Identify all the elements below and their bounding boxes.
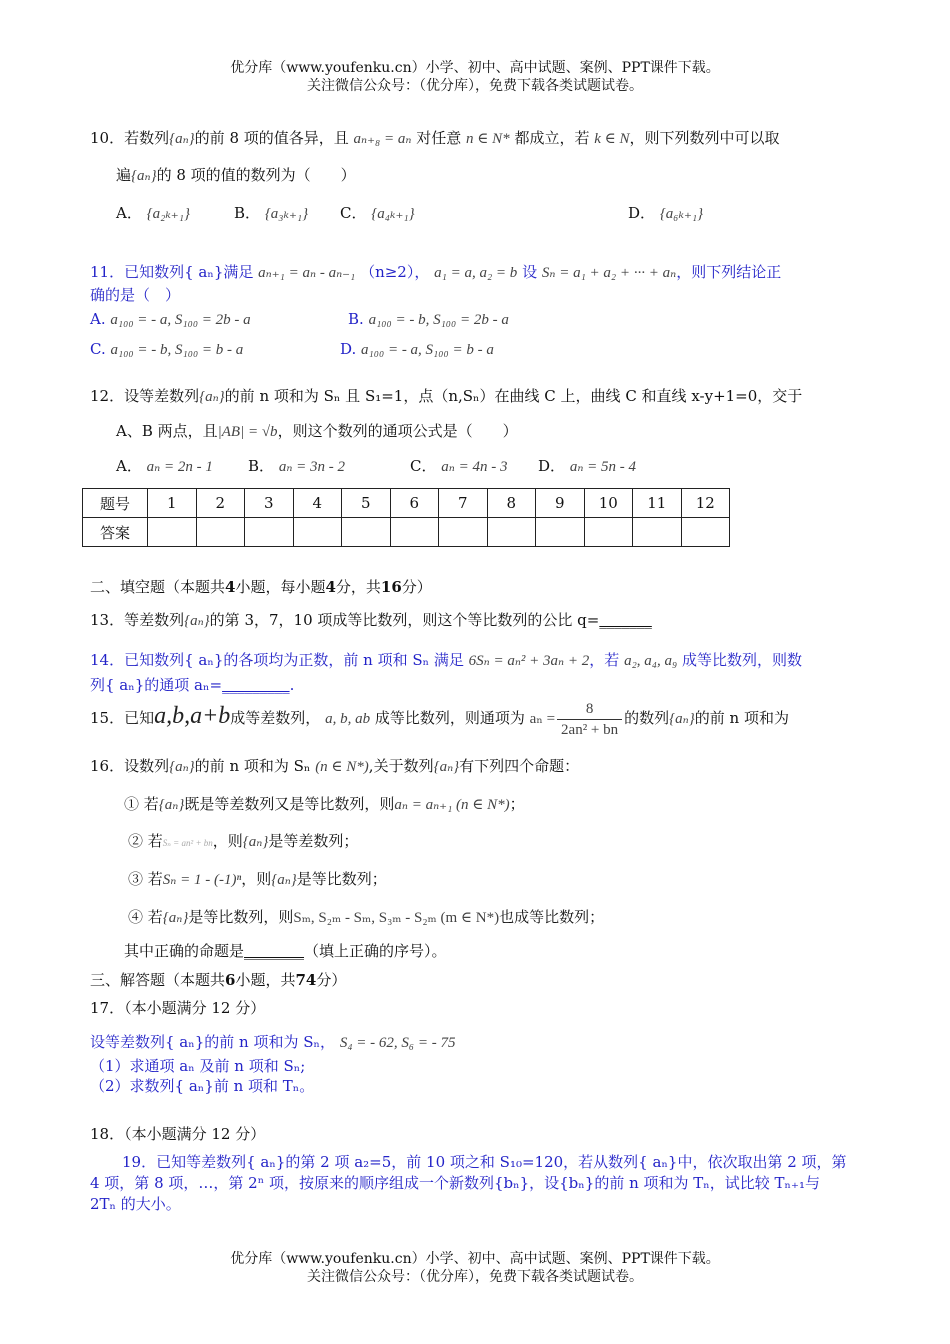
question-10-option-c: C． {a₄ₖ₊₁}	[340, 204, 415, 222]
question-14-line-1: 14．已知数列{ aₙ}的各项均为正数，前 n 项和 Sₙ 满足 6Sₙ = aₙ² + 3aₙ + 2，若 a₂, a₄, a₉ 成等比数列，则数	[90, 651, 803, 669]
question-14-line-2: 列{ aₙ}的通项 aₙ=_________.	[90, 676, 295, 694]
general-term-fraction: $\frac{8}{\text{2an² + bn}}$	[557, 699, 622, 740]
question-10-line-1: 10．若数列{aₙ}的前 8 项的值各异，且 aₙ₊₈ = aₙ 对任意 n ∈ N* 都成立，若 k ∈ N，则下列数列中可以取	[90, 129, 780, 147]
question-11-line-1: 11．已知数列{ aₙ}满足 aₙ₊₁ = aₙ - aₙ₋₁ （n≥2）， a₁ = a, a₂ = b 设 Sₙ = a₁ + a₂ + ··· + aₙ，则下列结论正	[90, 263, 782, 281]
question-11-option-b: B. a₁₀₀ = - b, S₁₀₀ = 2b - a	[348, 310, 509, 328]
answer-cell[interactable]	[439, 518, 488, 547]
question-19-line-2: 4 项，第 8 项，…，第 2ⁿ 项，按原来的顺序组成一个新数列{bₙ}，设{bₙ}的前 n 项和为 Tₙ，试比较 Tₙ₊₁与	[90, 1174, 820, 1192]
question-11-option-c: C. a₁₀₀ = - b, S₁₀₀ = b - a	[90, 340, 244, 358]
question-11-line-2: 确的是（ ）	[90, 286, 181, 304]
answer-blank[interactable]: _________	[222, 676, 290, 694]
answer-blank[interactable]: _______	[599, 611, 652, 629]
question-19-line-1: 19．已知等差数列{ aₙ}的第 2 项 a₂=5，前 10 项之和 S₁₀=120，若从数列{ aₙ}中，依次取出第 2 项，第	[122, 1153, 847, 1171]
answer-table-answer-row	[83, 518, 730, 547]
table-cell-number: 6	[390, 489, 439, 518]
question-17-stem: 设等差数列{ aₙ}的前 n 项和为 Sₙ， S₄ = - 62, S₆ = - 75	[90, 1033, 456, 1051]
question-11-option-a: A. a₁₀₀ = - a, S₁₀₀ = 2b - a	[90, 310, 251, 328]
answer-cell[interactable]	[536, 518, 585, 547]
section-2-heading: 二、填空题（本题共4小题，每小题4分，共16分）	[90, 578, 432, 596]
answer-cell[interactable]	[487, 518, 536, 547]
question-16-statement-3: ③ 若Sₙ = 1 - (-1)ⁿ，则{aₙ}是等比数列；	[128, 870, 387, 888]
answer-cell[interactable]	[584, 518, 633, 547]
answer-cell[interactable]	[293, 518, 342, 547]
table-label-answer: 答案	[83, 518, 148, 547]
question-17-part-2: （2）求数列{ aₙ}前 n 项和 Tₙ。	[90, 1077, 315, 1095]
table-label-question-number: 题号	[83, 489, 148, 518]
table-cell-number: 2	[196, 489, 245, 518]
table-cell-number: 9	[536, 489, 585, 518]
answer-cell[interactable]	[342, 518, 391, 547]
table-cell-number: 10	[584, 489, 633, 518]
question-19-line-3: 2Tₙ 的大小。	[90, 1195, 181, 1213]
answer-cell[interactable]	[245, 518, 294, 547]
question-10-option-b: B． {a₃ₖ₊₁}	[234, 204, 309, 222]
header-line-1: 优分库（www.youfenku.cn）小学、初中、高中试题、案例、PPT课件下载。	[230, 60, 720, 76]
question-12-line-1: 12．设等差数列{aₙ}的前 n 项和为 Sₙ 且 S₁=1，点（n,Sₙ）在曲线 C 上，曲线 C 和直线 x-y+1=0，交于	[90, 387, 803, 405]
table-cell-number: 3	[245, 489, 294, 518]
answer-cell[interactable]	[148, 518, 197, 547]
answer-table-header-row	[83, 489, 730, 518]
table-cell-number: 1	[148, 489, 197, 518]
question-12-option-b: B． aₙ = 3n - 2	[248, 457, 346, 475]
question-12-option-a: A． aₙ = 2n - 1	[116, 457, 213, 475]
table-cell-number: 8	[487, 489, 536, 518]
question-10-option-a: A． {a₂ₖ₊₁}	[116, 204, 190, 222]
table-cell-number: 12	[681, 489, 730, 518]
question-16-statement-1: ① 若{aₙ}既是等差数列又是等比数列，则aₙ = aₙ₊₁ (n ∈ N*)；	[124, 795, 525, 813]
footer-line-2: 关注微信公众号：（优分库），免费下载各类试题试卷。	[307, 1269, 643, 1285]
question-18-title: 18．（本小题满分 12 分）	[90, 1125, 266, 1143]
table-cell-number: 7	[439, 489, 488, 518]
question-11-option-d: D. a₁₀₀ = - a, S₁₀₀ = b - a	[340, 340, 494, 358]
question-17-part-1: （1）求通项 aₙ 及前 n 项和 Sₙ;	[90, 1057, 306, 1075]
table-cell-number: 11	[633, 489, 682, 518]
question-10-option-d: D． {a₆ₖ₊₁}	[628, 204, 704, 222]
question-12-option-d: D． aₙ = 5n - 4	[538, 457, 637, 475]
answer-table	[82, 488, 730, 547]
question-10-line-2: 遍{aₙ}的 8 项的值的数列为（ ）	[116, 166, 356, 184]
section-3-heading: 三、解答题（本题共6小题，共74分）	[90, 971, 347, 989]
answer-cell[interactable]	[196, 518, 245, 547]
question-13: 13．等差数列{aₙ}的第 3，7，10 项成等比数列，则这个等比数列的公比 q=_______	[90, 611, 652, 629]
question-16-stem: 16．设数列{aₙ}的前 n 项和为 Sₙ (n ∈ N*),关于数列{aₙ}有下列四个命题：	[90, 757, 580, 775]
answer-cell[interactable]	[633, 518, 682, 547]
table-cell-number: 4	[293, 489, 342, 518]
footer-line-1: 优分库（www.youfenku.cn）小学、初中、高中试题、案例、PPT课件下载。	[230, 1251, 720, 1267]
header-line-2: 关注微信公众号：（优分库），免费下载各类试题试卷。	[307, 78, 643, 94]
question-16-conclusion: 其中正确的命题是________（填上正确的序号）。	[124, 942, 447, 960]
table-cell-number: 5	[342, 489, 391, 518]
answer-cell[interactable]	[681, 518, 730, 547]
question-16-statement-4: ④ 若{aₙ}是等比数列，则Sₘ, S₂ₘ - Sₘ, S₃ₘ - S₂ₘ (m ∈ N*)也成等比数列；	[128, 908, 605, 926]
answer-blank[interactable]: ________	[244, 942, 305, 960]
question-16-statement-2: ② 若Sₙ = an² + bn，则{aₙ}是等差数列；	[128, 832, 359, 850]
answer-cell[interactable]	[390, 518, 439, 547]
question-17-title: 17．（本小题满分 12 分）	[90, 999, 266, 1017]
question-12-option-c: C． aₙ = 4n - 3	[410, 457, 508, 475]
question-15: 15．已知a,b,a+b成等差数列， a, b, ab 成等比数列，则通项为 aₙ = $\frac{8}{\text{2an² + bn}}$ 的数列{aₙ}的前 n 项和为	[90, 700, 789, 738]
question-12-line-2: A、B 两点，且|AB| = √b，则这个数列的通项公式是（ ）	[116, 422, 518, 440]
